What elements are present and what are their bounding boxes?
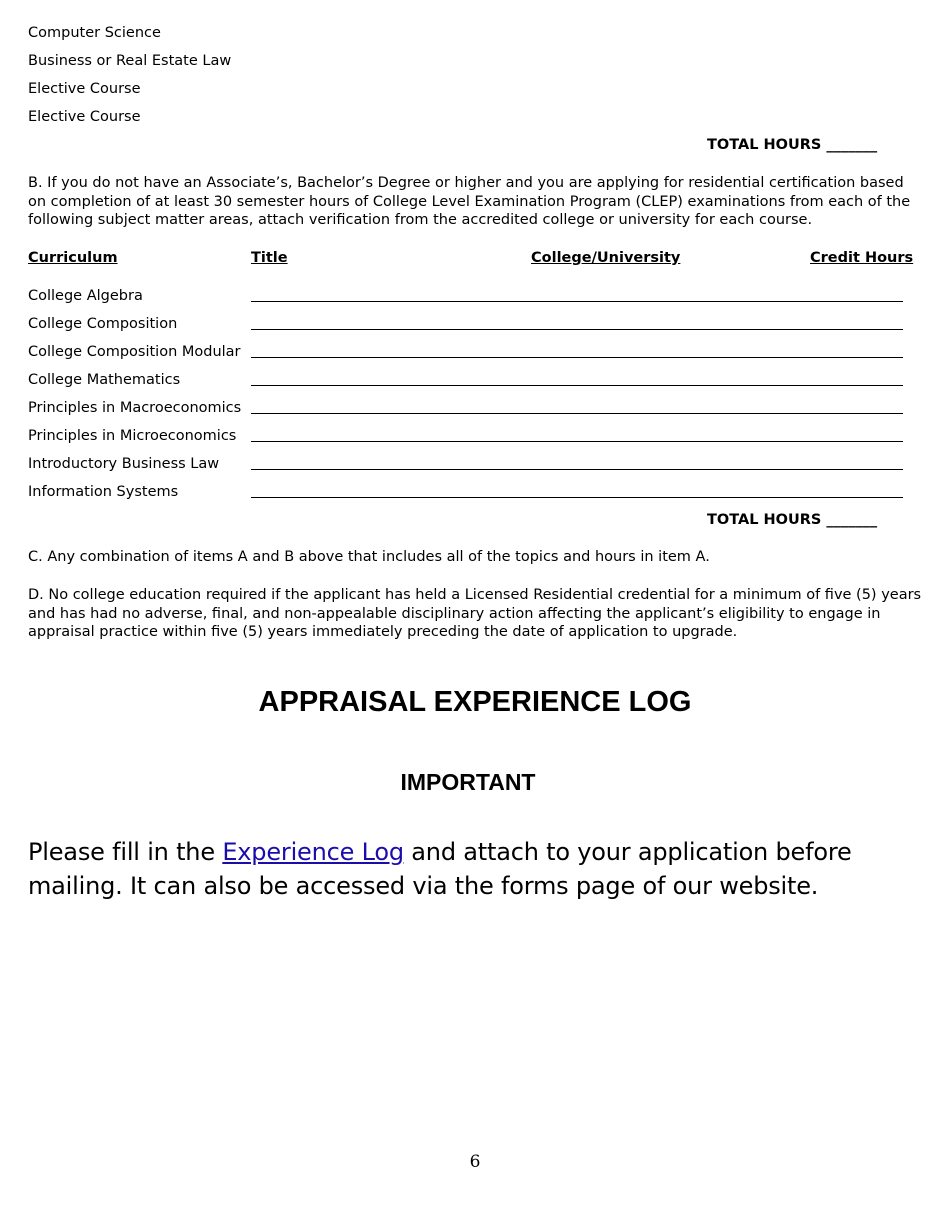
course-item: Computer Science [28, 25, 161, 41]
important-heading: IMPORTANT [400, 769, 536, 795]
course-row-label: College Mathematics [28, 372, 181, 388]
course-row-blank[interactable] [251, 385, 903, 386]
course-row-blank[interactable] [251, 497, 903, 498]
course-row-label: Information Systems [28, 484, 179, 500]
course-row-blank[interactable] [251, 301, 903, 302]
header-curriculum: Curriculum [28, 250, 118, 266]
course-row-blank[interactable] [251, 469, 903, 470]
experience-log-link[interactable]: Experience Log [222, 838, 404, 866]
course-row-label: Principles in Microeconomics [28, 428, 237, 444]
course-item: Business or Real Estate Law [28, 53, 232, 69]
log-heading: APPRAISAL EXPERIENCE LOG [258, 686, 692, 718]
section-b-paragraph: B. If you do not have an Associate’s, Bachelor’s Degree or higher and you are applying for residential certification based on completion of at least 30 semester hours of College Level Examination Program (CLEP) examinations from each of the following subject matter areas, attach verification from the accredited college or university for each course. [28, 175, 911, 228]
course-row-blank[interactable] [251, 357, 903, 358]
total-hours-b: TOTAL HOURS _______ [707, 512, 878, 528]
course-item: Elective Course [28, 81, 141, 97]
course-row-blank[interactable] [251, 441, 903, 442]
section-c-paragraph: C. Any combination of items A and B above that includes all of the topics and hours in item A. [28, 549, 710, 565]
header-title: Title [251, 250, 288, 266]
instruction-after: and attach to your application before mailing. It can also be accessed via the forms page of our website. [28, 838, 852, 900]
course-row-label: Introductory Business Law [28, 456, 220, 472]
instruction-before: Please fill in the [28, 838, 223, 866]
header-credit-hours: Credit Hours [810, 250, 914, 266]
course-row-label: College Composition [28, 316, 178, 332]
page-number: 6 [469, 1152, 481, 1172]
course-row-blank[interactable] [251, 329, 903, 330]
total-hours-a: TOTAL HOURS _______ [707, 137, 878, 153]
instruction-text [28, 835, 888, 903]
header-college: College/University [531, 250, 681, 266]
course-row-label: College Algebra [28, 288, 143, 304]
course-row-label: Principles in Macroeconomics [28, 400, 242, 416]
section-d-paragraph: D. No college education required if the applicant has held a Licensed Residential credential for a minimum of five (5) years and has had no adverse, final, and non-appealable disciplinary action affecting the applicant’s eligibility to engage in appraisal practice within five (5) years immediately preceding the date of application to upgrade. [28, 587, 922, 640]
course-row-label: College Composition Modular [28, 344, 241, 360]
course-item: Elective Course [28, 109, 141, 125]
course-row-blank[interactable] [251, 413, 903, 414]
